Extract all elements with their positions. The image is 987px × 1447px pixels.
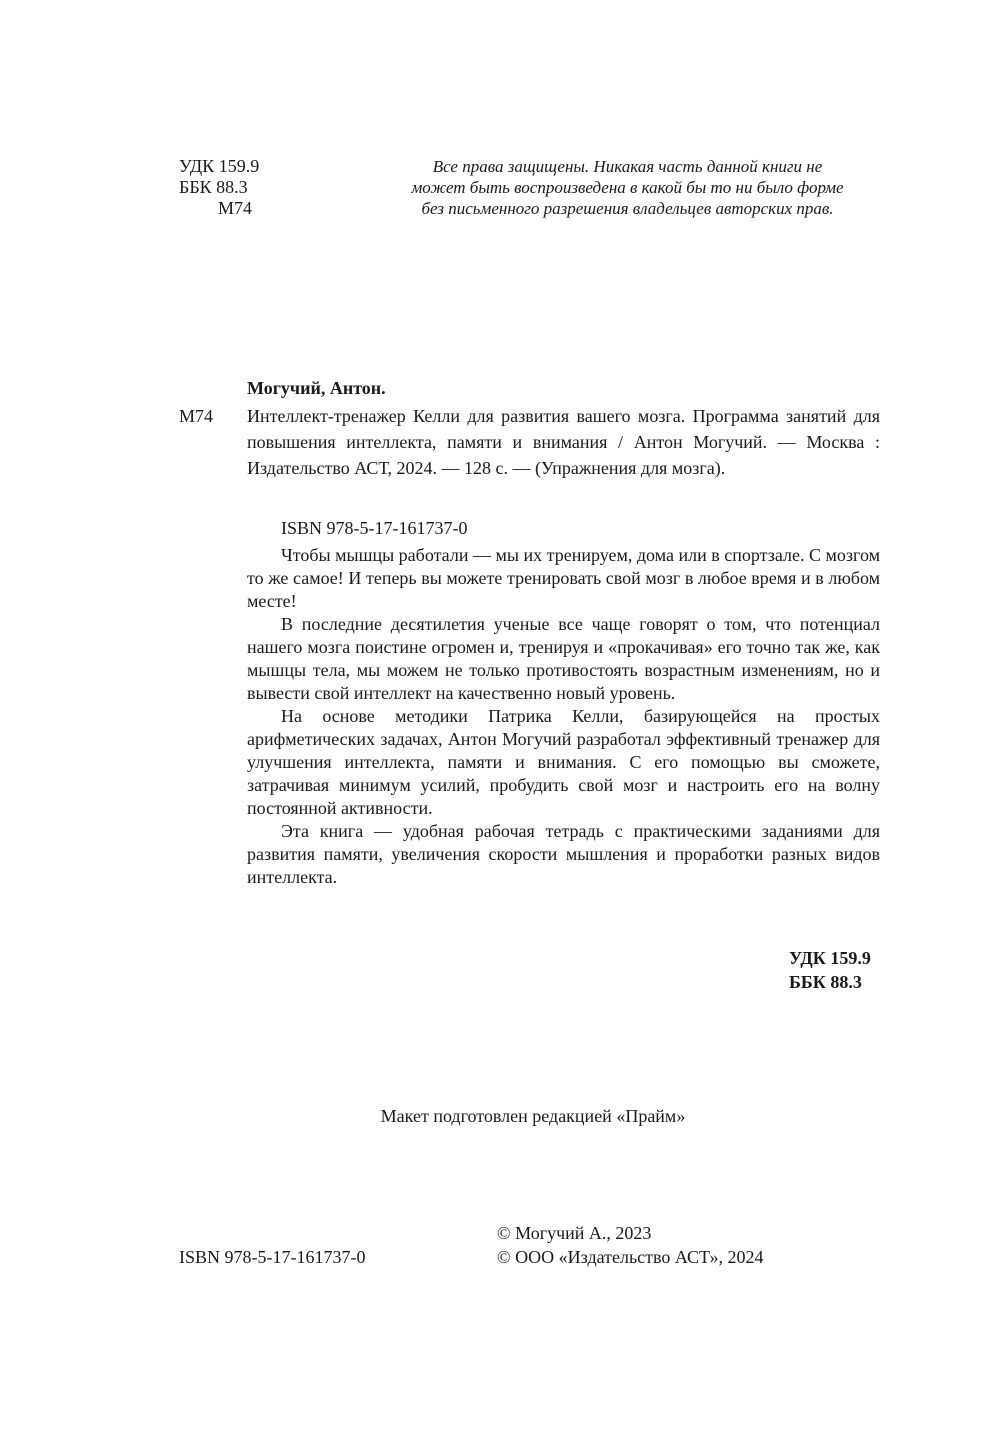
classification-codes-bottom bbox=[789, 946, 871, 994]
annotation-paragraph: На основе методики Патрика Келли, базирующейся на простых арифметических задачах, Антон Могучий разработал эффективный тренажер для улучшения интеллекта, памяти и внимания. С его помощью вы сможете, затрачивая минимум усилий, пробудить свой мозг и настроить его на волну постоянной активности. bbox=[247, 706, 880, 818]
udk-code-bottom: УДК 159.9 bbox=[789, 948, 871, 968]
bibliographic-description: Интеллект-тренажер Келли для развития вашего мозга. Программа занятий для повышения интеллекта, памяти и внимания / Антон Могучий. — Москва : Издательство АСТ, 2024. — 128 с. — (Упражнения для мозга). bbox=[247, 406, 880, 478]
copyright-author: © Могучий А., 2023 bbox=[497, 1223, 652, 1243]
copyright-block bbox=[497, 1221, 764, 1269]
layout-note: Макет подготовлен редакцией «Прайм» bbox=[380, 1106, 686, 1126]
udk-code: УДК 159.9 bbox=[179, 156, 260, 176]
isbn-bottom: ISBN 978-5-17-161737-0 bbox=[179, 1247, 366, 1267]
annotation-paragraph: Чтобы мышцы работали — мы их тренируем, дома или в спортзале. С мозгом то же самое! И теперь вы можете тренировать свой мозг в любое время и в любом месте! bbox=[247, 545, 880, 611]
bbk-code: ББК 88.3 bbox=[179, 177, 248, 197]
bbk-code-bottom: ББК 88.3 bbox=[789, 972, 862, 992]
author-mark: М74 bbox=[218, 198, 253, 218]
card-isbn: ISBN 978-5-17-161737-0 bbox=[281, 518, 468, 538]
annotation-paragraph: В последние десятилетия ученые все чаще говорят о том, что потенциал нашего мозга поистине огромен и, тренируя и «прокачивая» его точно так же, как мышцы тела, мы можем не только противостоять возрастным изменениям, но и вывести свой интеллект на качественно новый уровень. bbox=[247, 614, 880, 703]
author-heading: Могучий, Антон. bbox=[247, 378, 386, 398]
classification-codes-top bbox=[179, 156, 259, 219]
annotation-paragraph: Эта книга — удобная рабочая тетрадь с практическими заданиями для развития памяти, увеличения скорости мышления и проработки разных видов интеллекта. bbox=[247, 821, 880, 887]
rights-notice: Все права защищены. Никакая часть данной книги не может быть воспроизведена в какой бы то ни было форме без письменного разрешения владельцев авторских прав. bbox=[411, 157, 844, 218]
copyright-publisher: © ООО «Издательство АСТ», 2024 bbox=[497, 1247, 764, 1267]
annotation bbox=[247, 544, 880, 889]
card-author-mark: М74 bbox=[179, 406, 214, 426]
